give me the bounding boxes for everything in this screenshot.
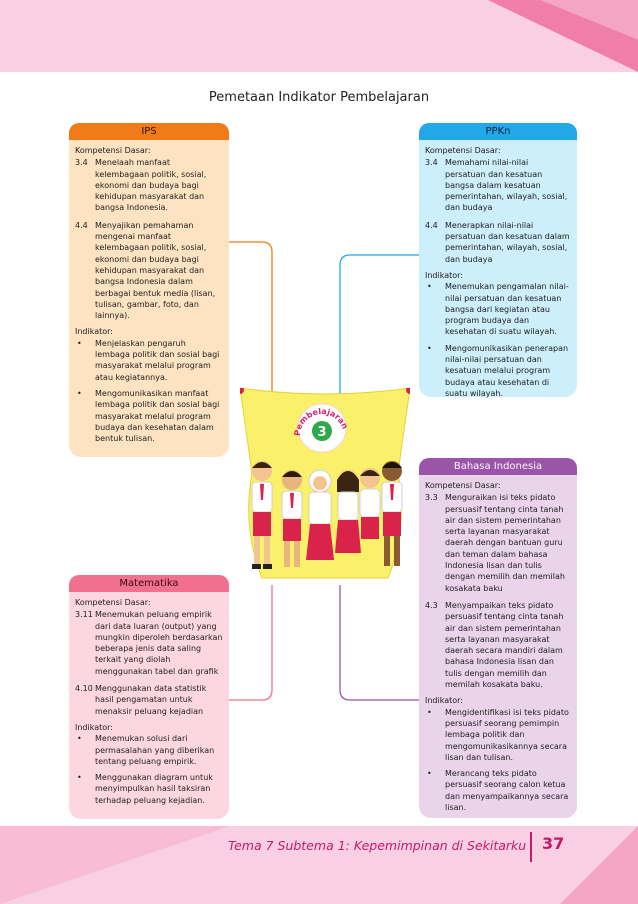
bullet-icon: • xyxy=(77,388,82,398)
ppkn-indicator-text: Menemukan pengamalan nilai-nilai persatuan dan kesatuan bangsa dari kegiatan atau program budaya dan kesehatan di suatu wilayah. xyxy=(445,282,569,337)
matematika-indicator-text: Menggunakan diagram untuk menyimpulkan hasil taksiran terhadap peluang kejadian. xyxy=(95,773,213,805)
matematika-kd-text: Menggunakan data statistik hasil pengamatan untuk menaksir peluang kejadian xyxy=(95,684,207,716)
matematika-box xyxy=(69,575,229,819)
matematika-kd-number: 4.10 xyxy=(75,684,93,694)
bullet-icon: • xyxy=(77,773,82,783)
ips-indicator-text: Mengomunikasikan manfaat lembaga politik dan sosial bagi masyarakat melalui program budaya dan kesehatan dalam bentuk tulisan. xyxy=(95,388,220,444)
footer-theme-text: Tema 7 Subtema 1: Kepemimpinan di Sekitarku xyxy=(228,838,527,853)
emblem-word: Pembelajaran xyxy=(292,406,350,437)
ppkn-kd-text: Menerapkan nilai-nilai persatuan dan kesatuan dalam pemerintahan, wilayah, sosial, dan budaya xyxy=(445,220,570,264)
ppkn-box xyxy=(419,123,577,397)
ppkn-kd-number: 4.4 xyxy=(425,220,438,230)
bahasa-indonesia-indicator-text: Mengidentifikasi isi teks pidato persuasif seorang pemimpin lembaga politik dan mengomunikasikannya secara lisan dan tulisan. xyxy=(445,707,569,762)
ips-kd-label: Kompetensi Dasar: xyxy=(75,146,151,155)
ips-title: IPS xyxy=(69,123,229,140)
ppkn-kd-label: Kompetensi Dasar: xyxy=(425,146,501,155)
bahasa-indonesia-kd-label: Kompetensi Dasar: xyxy=(425,481,501,490)
ips-kd-number: 4.4 xyxy=(75,220,88,230)
bullet-icon: • xyxy=(427,282,432,292)
bahasa-indonesia-box xyxy=(419,458,577,818)
bullet-icon: • xyxy=(427,707,432,717)
page-number: 37 xyxy=(542,834,565,853)
matematika-indicator-item xyxy=(75,772,223,806)
ppkn-indicator-label: Indikator: xyxy=(425,270,463,280)
connector-ppkn xyxy=(340,255,419,395)
pembelajaran-banner xyxy=(240,388,410,588)
child-figure xyxy=(335,470,361,553)
ppkn-title: PPKn xyxy=(419,123,577,140)
emblem-number: 3 xyxy=(317,425,327,440)
bullet-icon: • xyxy=(77,338,82,348)
bullet-icon: • xyxy=(427,343,432,353)
ips-kd-item xyxy=(75,220,223,322)
connector-matematika xyxy=(229,585,272,700)
matematika-kd-number: 3.11 xyxy=(75,610,93,620)
ips-indicator-item xyxy=(75,338,223,383)
matematika-kd-text: Menemukan peluang empirik dari data luaran (output) yang mungkin diperoleh berdasarkan beberapa jenis data saling terkait yang diolah menggunakan tabel dan grafik xyxy=(95,610,223,676)
ips-indicator-item xyxy=(75,388,223,444)
ips-kd-text: Menelaah manfaat kelembagaan politik, sosial, ekonomi dan budaya bagi kehidupan masyarakat dan bangsa Indonesia. xyxy=(95,158,207,213)
bahasa-indonesia-kd-item xyxy=(425,600,571,690)
ips-indicator-label: Indikator: xyxy=(75,327,113,337)
ppkn-indicator-item xyxy=(425,281,571,337)
matematika-indicator-label: Indikator: xyxy=(75,722,113,732)
bullet-icon: • xyxy=(427,769,432,779)
bahasa-indonesia-kd-number: 3.3 xyxy=(425,493,438,503)
bahasa-indonesia-title: Bahasa Indonesia xyxy=(419,458,577,475)
bahasa-indonesia-indicator-label: Indikator: xyxy=(425,696,463,706)
bahasa-indonesia-kd-text: Menguraikan isi teks pidato persuasif tentang cinta tanah air dan sistem pemerintahan serta layanan masyarakat daerah dengan bantuan guru dan teman dalam bahasa Indonesia lisan dan tulis dengan memilih dan memilah kosakata baku xyxy=(445,493,565,593)
connector-ips xyxy=(229,242,272,395)
bahasa-indonesia-kd-item xyxy=(425,492,571,594)
ppkn-kd-number: 3.4 xyxy=(425,158,438,168)
page-title: Pemetaan Indikator Pembelajaran xyxy=(208,90,430,105)
ppkn-kd-text: Memahami nilai-nilai persatuan dan kesatuan bangsa dalam kesatuan pemerintahan, wilayah, sosial, dan budaya xyxy=(445,158,568,213)
matematika-indicator-item xyxy=(75,733,223,767)
ips-kd-item xyxy=(75,157,223,213)
ppkn-indicator-item xyxy=(425,343,571,399)
child-figure xyxy=(360,468,380,539)
bullet-icon: • xyxy=(77,734,82,744)
child-figure xyxy=(306,470,334,560)
bahasa-indonesia-kd-text: Menyampaikan teks pidato persuasif tentang cinta tanah air dan sistem pemerintahan serta layanan masyarakat daerah secara mandiri dalam bahasa Indonesia lisan dan tulis dengan memilih dan memilah kosakata baku. xyxy=(445,600,564,690)
ips-kd-text: Menyajikan pemahaman mengenai manfaat kelembagaan politik, sosial, ekonomi dan budaya bagi kehidupan masyarakat dan bangsa Indonesia dalam berbagai bentuk media (lisan, tulisan, gambar, foto, dan lainnya). xyxy=(95,220,216,321)
matematika-kd-item xyxy=(75,683,223,717)
ips-indicator-text: Menjelaskan pengaruh lembaga politik dan sosial bagi masyarakat melalui program atau kegiatannya. xyxy=(95,338,220,382)
ips-box xyxy=(69,123,229,457)
ppkn-kd-item xyxy=(425,220,571,265)
matematika-title: Matematika xyxy=(69,575,229,592)
connector-bindo xyxy=(340,585,419,700)
ppkn-indicator-text: Mengomunikasikan penerapan nilai-nilai persatuan dan kesatuan melalui program budaya atau kesehatan di suatu wilayah. xyxy=(445,343,569,398)
matematika-kd-label: Kompetensi Dasar: xyxy=(75,598,151,607)
bahasa-indonesia-indicator-item xyxy=(425,768,571,813)
ppkn-kd-item xyxy=(425,157,571,213)
footer-separator xyxy=(530,832,532,862)
bahasa-indonesia-indicator-text: Merancang teks pidato persuasif seorang calon ketua dan menyampaikannya secara lisan. xyxy=(445,769,569,813)
bahasa-indonesia-kd-number: 4.3 xyxy=(425,600,438,610)
bahasa-indonesia-indicator-item xyxy=(425,707,571,763)
ips-kd-number: 3.4 xyxy=(75,158,88,168)
matematika-indicator-text: Menemukan solusi dari permasalahan yang diberikan tentang peluang empirik. xyxy=(95,734,215,766)
matematika-kd-item xyxy=(75,609,223,677)
